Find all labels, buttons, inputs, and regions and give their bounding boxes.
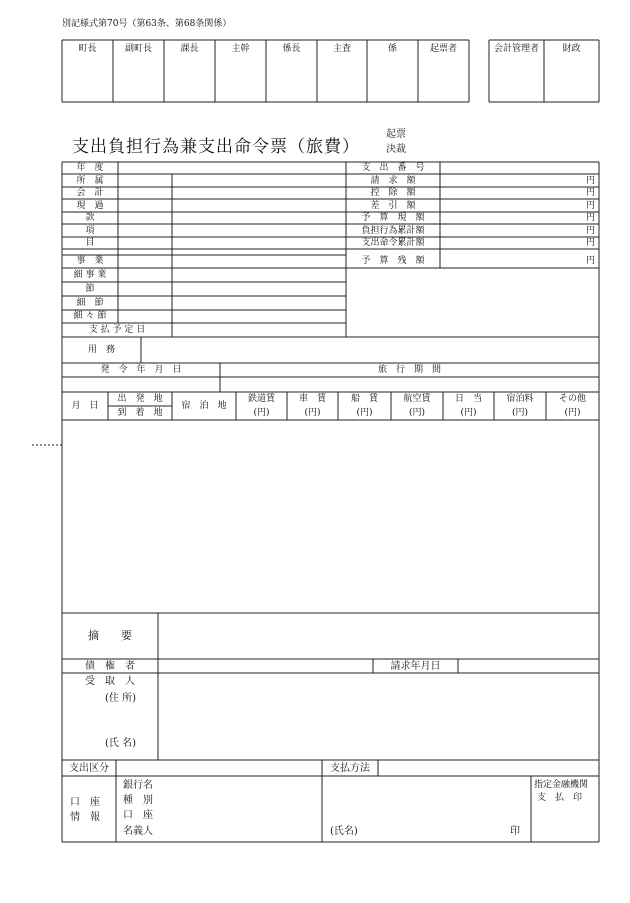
label-bank-account: 口 座 [123,810,153,821]
col-shukuhakuryo-unit: (円) [511,408,529,418]
label-kou: 項 [85,226,95,236]
mode-kessai: 決裁 [386,144,406,155]
label-ryokou-kikan: 旅 行 期 間 [377,365,441,375]
label-hatsurei: 発 令 年 月 日 [100,365,182,375]
col-tetsudou-unit: (円) [253,408,270,418]
approval-label-7: 係 [387,44,397,54]
label-kojo: 控 除 額 [370,188,416,198]
col-tetsudou: 鉄道賃 [247,394,275,404]
label-sashihiki: 差 引 額 [370,201,416,211]
label-meirei-ruikei: 支出命令累計額 [361,238,425,248]
approval-label-5: 係長 [282,44,301,54]
label-yosan-gen: 予 算 現 額 [361,213,425,223]
label-futan-ruikei: 負担行為累計額 [361,226,425,236]
col-shukuhakuryo: 宿泊料 [506,394,534,404]
approval-label-6: 主査 [332,44,351,54]
label-shiharai-houhou: 支払方法 [330,763,370,774]
col-nittou-unit: (円) [460,408,477,418]
yen-6: 円 [585,238,595,248]
col-koukuu: 航空賃 [403,394,431,404]
col-senchin-unit: (円) [356,408,373,418]
label-seikyu: 請 求 額 [370,176,416,186]
label-saisetsu: 細 節 [76,298,104,308]
label-moku: 目 [85,238,95,248]
approval-label-9: 会計管理者 [493,44,539,54]
yen-3: 円 [585,201,595,211]
approval-label-10: 財政 [562,44,581,54]
col-tochaku: 到 着 地 [117,408,163,418]
mode-kihyo: 起票 [386,129,406,140]
label-saisaisetsu: 細 々 節 [73,311,107,321]
label-jigyo: 事 業 [76,256,104,266]
approval-label-3: 課長 [180,44,199,54]
label-shitei-2: 支 払 印 [537,793,583,803]
label-tekiyou: 摘 要 [88,629,132,642]
label-nendo: 年 度 [76,163,104,173]
label-yosan-zan: 予 算 残 額 [361,256,425,266]
label-kan: 款 [85,213,95,223]
col-tsukihi: 月 日 [71,401,99,411]
yen-1: 円 [585,176,595,186]
label-youmu: 用 務 [87,345,115,355]
label-shimei: (氏 名) [105,738,136,749]
approval-label-8: 起票者 [429,44,457,54]
label-shitei-1: 指定金融機関 [534,780,589,790]
label-kaikei: 会 計 [76,188,104,198]
label-shishutsu-bango: 支 出 番 号 [361,163,425,173]
label-shimei2: (氏名) [330,826,358,837]
label-bank-type: 種 別 [123,795,153,806]
col-sonota: その他 [558,394,586,404]
yen-4: 円 [585,213,595,223]
approval-label-2: 副町長 [124,44,152,54]
form-number: 別記様式第70号（第63条、第68条関係） [62,19,232,29]
label-shozoku: 所 属 [76,176,104,186]
label-kouza-1: 口 座 [70,797,100,808]
label-sai-jigyo: 細 事 業 [73,270,107,280]
col-koukuu-unit: (円) [408,408,426,418]
col-senchin: 船 賃 [350,394,378,404]
approval-label-1: 町長 [78,44,97,54]
label-jusho: (住 所) [105,693,136,704]
label-bank-name: 銀行名 [123,780,153,791]
label-shishutsu-kubun: 支出区分 [69,763,109,774]
approval-label-4: 主幹 [231,44,250,54]
col-hassha: 出 発 地 [117,394,163,404]
label-setsu: 節 [85,284,95,294]
label-genka: 現 過 [76,201,104,211]
label-bank-holder: 名義人 [123,826,153,837]
label-uketorinin: 受 取 人 [85,676,135,687]
col-shachin: 車 賃 [298,394,326,404]
yen-5: 円 [585,226,595,236]
label-saikensha: 債 権 者 [85,661,135,672]
page-title: 支出負担行為兼支出命令票（旅費） [72,137,360,157]
yen-7: 円 [585,256,595,266]
label-seikyu-date: 請求年月日 [390,661,441,672]
col-shachin-unit: (円) [304,408,321,418]
label-shiharai-yotei: 支 払 予 定 日 [88,325,146,335]
col-shukuhaku: 宿 泊 地 [181,401,227,411]
col-nittou: 日 当 [454,394,482,404]
col-sonota-unit: (円) [564,408,581,418]
label-in: 印 [510,826,520,837]
label-kouza-2: 情 報 [70,812,100,823]
yen-2: 円 [585,188,595,198]
